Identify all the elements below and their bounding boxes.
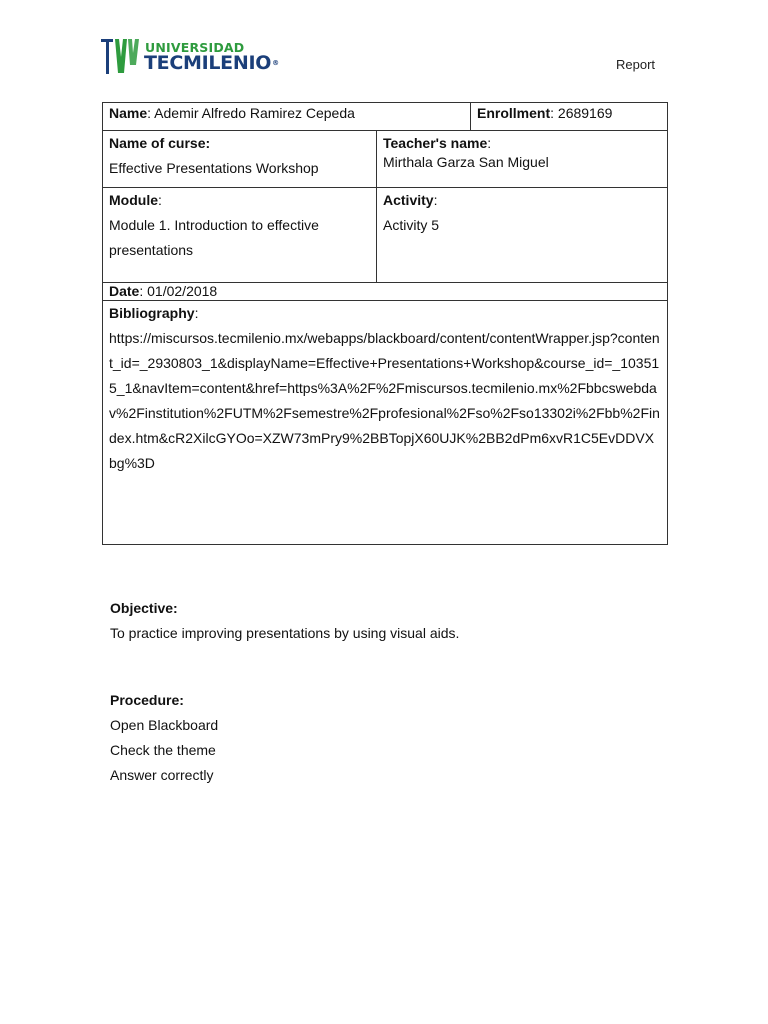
university-logo <box>99 37 299 81</box>
date-value: 01/02/2018 <box>147 283 218 299</box>
teacher-label: Teacher's name <box>383 135 488 151</box>
row-course <box>103 131 667 188</box>
procedure-title: Procedure: <box>110 692 184 708</box>
course-cell <box>103 131 376 187</box>
teacher-value: Mirthala Garza San Miguel <box>383 154 549 170</box>
course-label: Name of curse: <box>109 135 211 151</box>
info-table <box>102 102 668 545</box>
enrollment-cell: Enrollment: 2689169 <box>470 103 667 130</box>
enrollment-value: 2689169 <box>557 105 613 121</box>
enrollment-label: Enrollment <box>477 105 551 121</box>
row-date <box>103 283 667 301</box>
course-value: Effective Presentations Workshop <box>109 160 319 176</box>
bibliography-url: https://miscursos.tecmilenio.mx/webapps/blackboard/content/contentWrapper.jsp?content_id=_2930803_1&displayName=Effective+Presentations+Workshop&course_id=_103515_1&navItem=content&href=https%3A%2F%2Fmiscursos.tecmilenio.mx%2Fbbcswebdav%2Finstitution%2FUTM%2Fsemestre%2Fprofesional%2Fso%2Fso13302i%2Fbb%2Findex.htm&cR2XilcGYOo=XZW73mPry9%2BBTopjX60UJK%2BB2dPm6xvR1C5EvDDVXbg%3D <box>109 330 660 471</box>
objective-text: To practice improving presentations by using visual aids. <box>110 625 460 641</box>
procedure-step: Answer correctly <box>110 767 214 783</box>
row-bibliography <box>103 301 667 544</box>
bibliography-label: Bibliography <box>109 305 195 321</box>
logo-line1: UNIVERSIDAD <box>145 40 245 55</box>
activity-cell: Activity: Activity 5 <box>376 188 667 282</box>
date-label: Date <box>109 283 140 299</box>
procedure-section <box>110 688 218 788</box>
objective-title: Objective: <box>110 600 178 616</box>
row-module <box>103 188 667 283</box>
teacher-cell: Teacher's name: Mirthala Garza San Miguel <box>376 131 667 187</box>
module-label: Module <box>109 192 158 208</box>
module-value: Module 1. Introduction to effective presentations <box>109 217 319 258</box>
module-cell: Module: Module 1. Introduction to effective presentations <box>103 188 376 282</box>
activity-value: Activity 5 <box>383 217 440 233</box>
name-cell: Name: Ademir Alfredo Ramirez Cepeda <box>109 105 355 121</box>
registered-mark: ® <box>272 59 279 67</box>
name-value: Ademir Alfredo Ramirez Cepeda <box>154 105 355 121</box>
name-label: Name <box>109 105 148 121</box>
report-label: Report <box>616 57 656 72</box>
logo-emblem-icon <box>99 37 143 77</box>
row-name <box>103 103 667 131</box>
procedure-step: Check the theme <box>110 742 216 758</box>
objective-section <box>110 596 459 646</box>
logo-line2: TECMILENIO® <box>144 52 279 74</box>
procedure-step: Open Blackboard <box>110 717 219 733</box>
bibliography-cell: Bibliography: https://miscursos.tecmilenio.mx/webapps/blackboard/content/contentWrapper.jsp?content_id=_2930803_1&displayName=Effective+Presentations+Workshop&course_id=_103515_1&navItem=content&href=https%3A%2F%2Fmiscursos.tecmilenio.mx%2Fbbcswebdav%2Finstitution%2FUTM%2Fsemestre%2Fprofesional%2Fso%2Fso13302i%2Fbb%2Findex.htm&cR2XilcGYOo=XZW73mPry9%2BBTopjX60UJK%2BB2dPm6xvR1C5EvDDVXbg%3D <box>103 301 667 544</box>
activity-label: Activity <box>383 192 434 208</box>
date-cell: Date: 01/02/2018 <box>109 283 218 299</box>
